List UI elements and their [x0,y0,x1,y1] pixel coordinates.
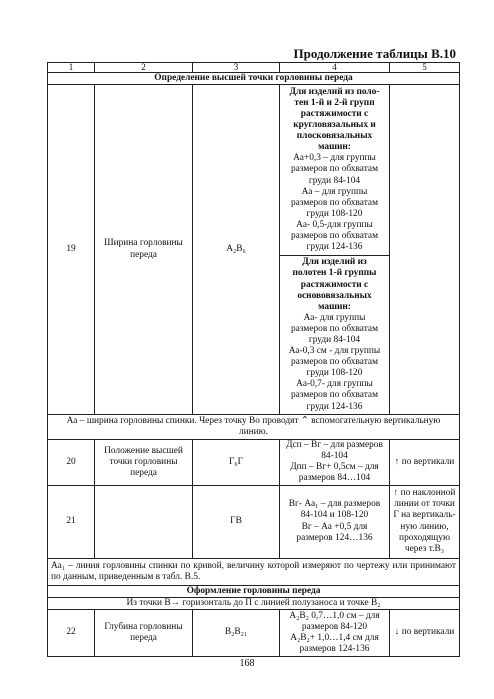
table-row [48,85,460,256]
formula-line: размеров по обхватам [290,390,379,401]
direction-line: линии от точки [394,499,455,510]
formula-line: Аа+0,3 – для группы [293,153,376,164]
formula-line: плосковязальных [296,131,373,142]
formula-line: кругловязальных и [293,120,376,131]
formula-line: основовязальных [297,290,372,301]
formula-line: размеров по обхватам [290,323,379,334]
row-symbol: А₂В₆ [193,85,280,415]
row-number: 22 [48,609,95,656]
section-heading: Определение высшей точки горловины переда [48,73,460,85]
formula-line: груди 124-136 [306,401,363,412]
section-row [48,73,460,85]
formula-line: размеров 84-120 [301,621,368,632]
formula-line: груди 84-104 [308,175,361,186]
formula-line: размеров 124-136 [299,643,370,654]
formula-line: размеров 84…104 [298,473,371,484]
formula-line: растяжимости с [300,279,369,290]
row-number: 20 [48,440,95,485]
formula-line: Для изделий из [302,257,367,268]
table-continuation-title: Продолжение таблицы В.10 [293,46,456,61]
formula-line: Для изделий из поло- [289,86,380,97]
formula-line: груди 108-120 [306,208,363,219]
direction-cell [390,85,460,415]
row-symbol: В₂В₂₁ [193,609,280,656]
formula-line: размеров по обхватам [290,164,379,175]
formula-line: размеров по обхватам [290,231,379,242]
header-col-3: 3 [193,63,280,73]
row-name: Ширина горловины переда [95,85,193,415]
row-name [95,485,193,558]
note-row [48,415,460,440]
formula-line: Аа-0,3 см - для группы [288,346,381,357]
note-row [48,558,460,585]
formula-line: растяжимости с [300,108,369,119]
formula-cell [280,485,390,558]
header-col-1: 1 [48,63,95,73]
page-number: 168 [239,658,255,669]
direction-cell [390,485,460,558]
table-row [48,609,460,656]
formula-line: Вг- Аа₁ – для размеров [288,499,381,510]
specification-table [47,62,460,657]
formula-line: Аа- для группы [303,312,366,323]
formula-cell [280,609,390,656]
direction-line: ↑ по наклонной [393,488,456,499]
formula-line: А₂В₂ 0,7…1,0 см – для [289,610,380,621]
formula-line: 84-104 и 108-120 [300,510,369,521]
formula-line: тен 1-й и 2-й групп [294,97,375,108]
subsection-row [48,597,460,609]
subsection-text: Из точки В→ горизонталь до П с линией полузаноса и точке В₂ [48,597,460,609]
header-row [48,63,460,73]
formula-line: полотен 1-й группы [292,268,377,279]
formula-line: Аа-0,7- для группы [296,379,373,390]
row-number: 19 [48,85,95,415]
formula-line: Дсп – Вг – для размеров [286,440,383,451]
formula-line: груди 124-136 [306,242,363,253]
formula-line: Аа – для группы [301,186,368,197]
direction-line: через т.В₃ [404,543,445,554]
row-symbol: ГВ [193,485,280,558]
formula-line: А₂В₂+ 1,0…1,4 см для [290,632,379,643]
section-row [48,585,460,597]
header-col-2: 2 [95,63,193,73]
note-text: Аа – ширина горловины спинки. Через точку Во проводят ⌃ вспомогательную вертикальную линию. [48,415,460,440]
formula-line: груди 108-120 [306,368,363,379]
formula-line: размеров по обхватам [290,197,379,208]
row-name: Глубина горловины переда [95,609,193,656]
note-text: Аа₁ – линия горловины спинки по кривой, величину которой измеряют по чертежу или принимают по данным, приведенным в табл. В.5. [48,558,460,585]
formula-line: размеров по обхватам [290,357,379,368]
header-col-4: 4 [280,63,390,73]
formula-cell [280,440,390,485]
formula-cell [280,85,390,256]
formula-line: Дпп – Вг+ 0,5см – для [290,462,379,473]
formula-line: Аа- 0,5-для группы [296,219,373,230]
formula-line: Вг – Аа +0,5 для [301,521,368,532]
formula-line: груди 84-104 [308,335,361,345]
table-row [48,440,460,485]
formula-line: 84-104 [321,451,348,462]
formula-line: размеров 124…136 [296,532,373,543]
row-name: Положение высшей точки горловины переда [95,440,193,485]
formula-line: машин: [318,301,351,312]
formula-cell [280,256,390,415]
formula-line: машин: [318,142,351,153]
row-symbol: Г₆Г [193,440,280,485]
row-number: 21 [48,485,95,558]
direction-line: проходящую [399,532,450,543]
direction-cell: ↑ по вертикали [390,440,460,485]
direction-line: ную линию, [400,521,449,532]
direction-cell: ↓ по вертикали [390,609,460,656]
header-col-5: 5 [390,63,460,73]
table-row [48,485,460,558]
direction-line: Г на вертикаль- [393,510,456,521]
section-heading: Оформление горловины переда [48,585,460,597]
